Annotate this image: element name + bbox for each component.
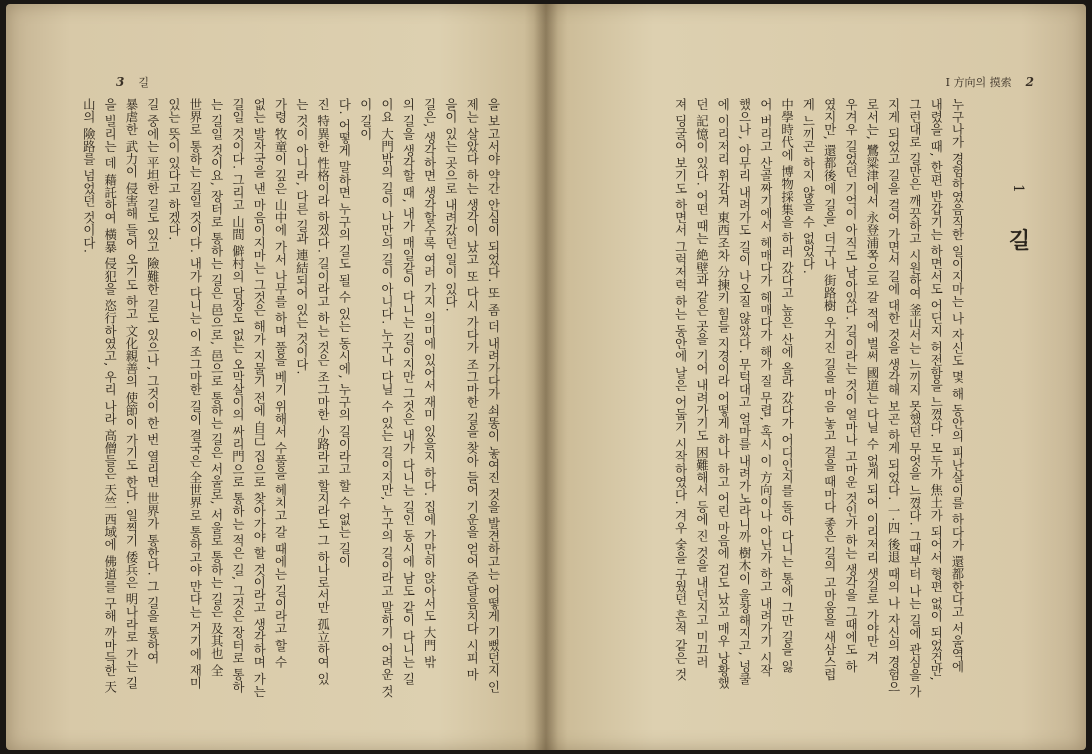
chapter-number: 1 <box>1010 184 1026 199</box>
right-line: 였지만, 還都後에 길을, 더구나 街路樹 우거진 길을 마음 놓고 걸을 때마다 좋은 길의 고마움을 새삼스럽 <box>822 98 838 681</box>
left-line: 을 보고서야 약간 안심이 되었다. 또 좀 더 내려가다가 쇠똥이 놓여진 것을 발견하고는 어떻게 기뻤던지 인 <box>486 98 501 694</box>
right-line: 에 이리저리 휘감겨 東西조차 分揀키 힘들 지경이라 어떻게 하나 하고 어린 마음에 겁도 났고 매우 낭황했 <box>715 98 731 690</box>
left-line: 山의 險路를 넘었던 것이다. <box>81 98 97 254</box>
left-line: 다. 어떻게 말하면 누구의 길도 될 수 있는 동시에, 누구의 길이라고 할 수 없는 길이 <box>336 98 352 568</box>
left-line: 의 길을 생각할 때, 내가 매일같이 다니는 길이지만 그것은 내가 다니는 길인 동시에 남도 같이 다니는 길 <box>400 98 416 685</box>
right-line: 로서는, 鷺粱津에서 永登浦쪽으로 갈 적에 벌써 國道는 다닐 수 없게 되어 이리저리 샛길로 가야만 겨 <box>864 98 880 665</box>
right-line: 내렸을 때, 한편 반갑기는 하면서도 어딘지 허전함을 느꼈다. 모두가 焦土가 되어서 형편 없이 되었건만, <box>928 98 944 681</box>
right-body-text <box>670 98 968 698</box>
right-line: 우겨우 길었던 기억이 아직도 남아있다. 길이라는 것이 얼마나 고마운 것인가 하는 생각을 그때에도 하 <box>843 98 859 673</box>
left-line: 을이 있는 곳으로 내려갔던 일이 있다. <box>443 98 459 312</box>
book-spread <box>6 4 1086 750</box>
left-line: 제는 살았다 하는 생각이 났고 또 다시 가다가 조그마한 길을 찾아 들어 기운을 얻어 준달음치다 시피 마 <box>464 98 480 681</box>
right-line: 던 記憶이 있다. 어떤 때는 絶壁과 같은 곳을 기어 내려가기도 困難해서 등에 진 것을 내던지고 미끄러 <box>694 98 710 669</box>
left-line: 길은, 생각하면 생각할수록 여러 가지 의미에 있어서 재미 있을지 하다. 집에 가만히 앉아서도 大門 밖 <box>422 98 438 669</box>
right-line: 했으나, 아무리 내려가도 길이 나오질 않았다. 무턱대고 얼마를 내려가노라니까 樹木이 울창해지고, 넝쿨 <box>737 98 753 686</box>
right-running-head <box>946 74 1034 90</box>
left-line: 진 特異한 性格이라 하겠다. 길이라고 하는 것은 조그마한 小路라고 할지라도 그 하나로서만 孤立하여 있 <box>315 98 331 686</box>
left-line: 있는 뜻이 있다고 하겠다. <box>166 98 182 241</box>
right-running-title: I 方向의 摸索 <box>945 76 1012 89</box>
left-line: 을 빌리는 데 藉託하여 橫暴 侵犯을 恣行하였고, 우리 나라 高僧들은 天竺 西域에 佛道를 구해 까마득한 天 <box>102 98 118 694</box>
left-running-head <box>116 74 149 90</box>
right-line: 그런대로 길만은 깨끗하고 시원하여 釜山서는 느끼지 못했던 무엇을 느꼈다. 그때부터 나는 길에 관심을 가 <box>907 98 923 698</box>
left-line: 길일 것이다. 그리고 山間 僻村의 담장도 없는 오막살이의 싸리門으로 통하는 적은 길, 그것은 장터로 통하 <box>230 98 246 694</box>
chapter-title: 길 <box>1005 228 1031 257</box>
right-line: 지게 되었고 길을 걸어 가면서 길에 대한 것을 생각해 보곤 하게 되었다. 一·四 後退 때의 나 자신의 경험으 <box>886 98 902 694</box>
left-running-title: 길 <box>138 76 149 89</box>
left-line: 世界로 통하는 길일 것이다. 내가 다니는 이 조그마한 길이 결국은 全世界로 통하고야 만다는 거기에 재미 <box>187 98 203 690</box>
left-line: 暴虐한 武力이 侵害해 들어 오기도 하고 文化親善의 使節이 가기도 한다. 일찍기 倭兵은 明나라로 가는 길 <box>123 98 139 690</box>
left-body-text <box>78 98 504 698</box>
left-page-number: 3 <box>116 75 125 89</box>
right-line: 게 느끼곤 하지 않을 수 없었다. <box>800 98 816 275</box>
left-line: 이요 大門밖의 길이 나만의 길이 아니다. 누구나 다닐 수 있는 길이지만, 누구의 길이라고 말하기 어려운 것이 길이 <box>358 98 395 698</box>
left-line: 가령 牧童이 깊은 山中에 가서 나무를 하며 풀을 베기 위해서 수풀을 헤치고 갈 때에는 길이라고 할 수 <box>273 98 289 669</box>
left-line: 길 중에는 平坦한 길도 있고 險難한 길도 있으나, 그것이 한 번 열리면 世界가 통한다. 그 길을 통하여 <box>145 98 161 664</box>
left-line: 는 것이 아니라, 다른 길과 連結되어 있는 것이다. <box>294 98 310 375</box>
chapter-heading <box>1003 184 1034 257</box>
right-line: 어 버리고 산골짜기에서 헤매다가 헤매다가 해가 질 무렵, 혹시 이 方向이나 아닌가 하고 내려가기 시작 <box>758 98 774 677</box>
left-line: 없는 발자국을 낸 마음이지마는 그것은 해가 지물기 전에 自己 집으로 찾아가야 할 것이라고 생각하며 가는 <box>251 98 267 698</box>
left-page <box>6 4 546 750</box>
right-line: 져 딩굴어 보기도 하면서 그럭저럭 하는 동안에 날은 어둡기 시작하였다. 겨우 숯을 구웠던 흔적 같은 것 <box>673 98 689 681</box>
left-line: 는 길일 것이요, 장터로 통하는 길은 邑으로, 邑으로 통하는 길은 서울로, 서울로 통하는 길은 及其也 全 <box>209 98 225 677</box>
right-page-number: 2 <box>1025 75 1034 89</box>
right-page <box>546 4 1086 750</box>
right-line: 中學時代에 博物採集을 하러 갔다고 높은 산에 올라 갔다가 어디인지를 돌아 다니는 통에 그만 길을 잃 <box>779 98 795 673</box>
right-line: 누구나가 경험하였음직한 일이지마는 나 자신도 몇 해 동안의 피난살이를 하다가 還都한다고 서울역에 <box>950 98 965 673</box>
